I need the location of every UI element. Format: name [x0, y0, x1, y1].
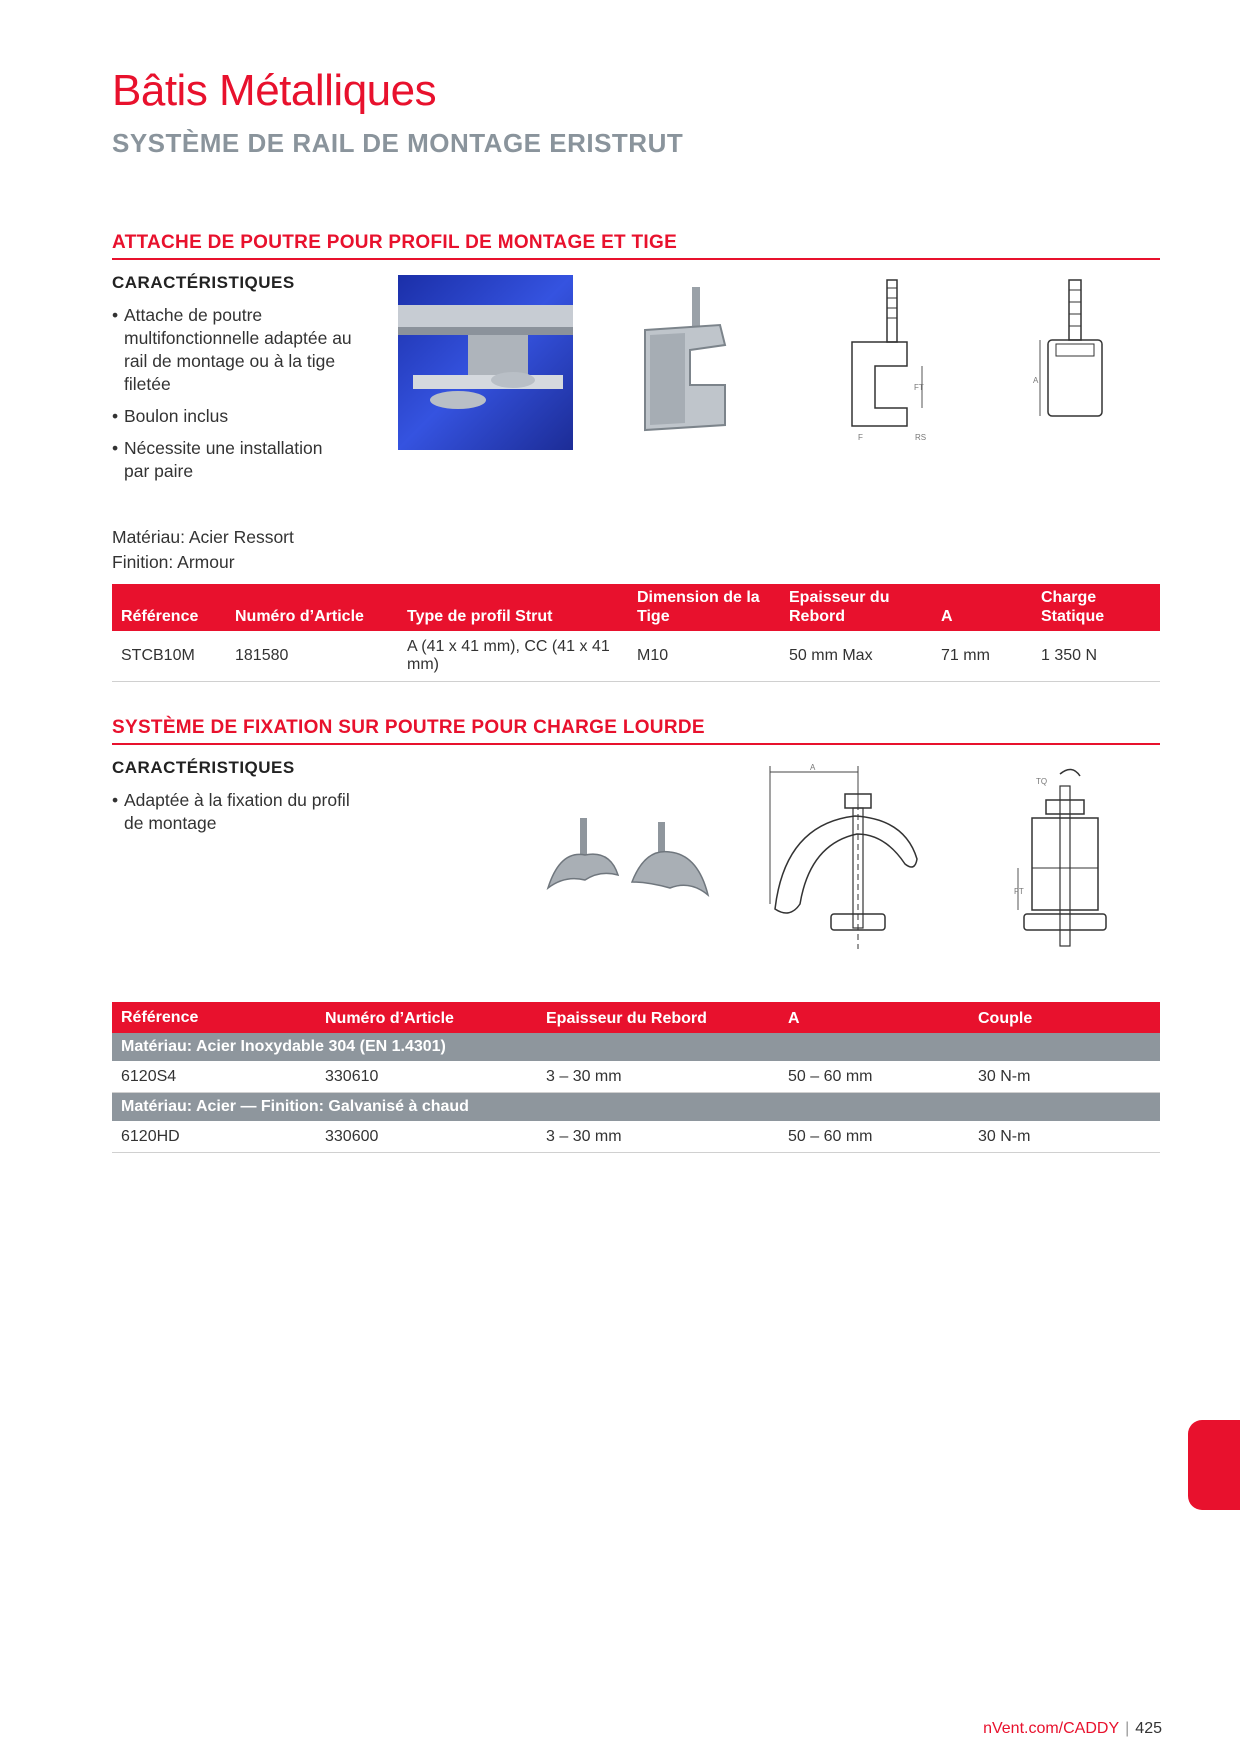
beam-clamp-front-diagram [1030, 278, 1120, 438]
table-row [112, 631, 1160, 682]
section1-material [112, 525, 294, 575]
finish-text: Finition: Armour [112, 552, 235, 572]
group-label: Matériau: Acier Inoxydable 304 (EN 1.4301) [112, 1033, 1160, 1062]
heavy-clamp-front-diagram [1010, 764, 1120, 954]
beam-clamp-photo [398, 275, 573, 450]
section1-features-label: CARACTÉRISTIQUES [112, 273, 295, 292]
beam-clamp-photo-drawing [398, 275, 573, 450]
heavy-clamp-side-diagram [765, 764, 925, 954]
cell-a: 71 mm [932, 631, 1032, 682]
col-header: Epaisseur du Rebord [780, 584, 932, 631]
section1-table [112, 584, 1160, 682]
table-header-row [112, 584, 1160, 631]
cell-article: 330600 [316, 1122, 537, 1153]
cell-a: 50 – 60 mm [779, 1062, 969, 1093]
table-group-row [112, 1093, 1160, 1122]
section2-heading: SYSTÈME DE FIXATION SUR POUTRE POUR CHARGE LOURDE [112, 717, 1160, 745]
section1-heading: ATTACHE DE POUTRE POUR PROFIL DE MONTAGE ET TIGE [112, 232, 1160, 260]
beam-clamp-side-diagram [840, 278, 930, 448]
diagram-label-ft: FT [914, 383, 924, 392]
footer [983, 1720, 1162, 1738]
diagram-label-rs: RS [915, 433, 927, 442]
page-number: 425 [1135, 1720, 1162, 1737]
col-header: Référence [112, 1002, 316, 1033]
cell-load: 1 350 N [1032, 631, 1160, 682]
diagram-label-a: A [1033, 376, 1039, 385]
heavy-clamp-product-icon [540, 810, 720, 910]
cell-flange: 3 – 30 mm [537, 1122, 779, 1153]
col-header: Dimension de la Tige [628, 584, 780, 631]
cell-a: 50 – 60 mm [779, 1122, 969, 1153]
feature-item: • Boulon inclus [112, 405, 352, 428]
cell-profile: A (41 x 41 mm), CC (41 x 41 mm) [398, 631, 628, 682]
col-header: Epaisseur du Rebord [537, 1002, 779, 1033]
section2-feature-list [112, 789, 372, 844]
col-header: A [932, 584, 1032, 631]
beam-clamp-product-icon [640, 285, 730, 435]
col-header: Numéro d’Article [226, 584, 398, 631]
cell-torque: 30 N-m [969, 1122, 1160, 1153]
cell-flange: 50 mm Max [780, 631, 932, 682]
cell-reference: 6120S4 [112, 1062, 316, 1093]
table-row [112, 1122, 1160, 1153]
footer-site-link[interactable]: nVent.com/CADDY [983, 1720, 1120, 1737]
cell-reference: STCB10M [112, 631, 226, 682]
section2-features-label: CARACTÉRISTIQUES [112, 758, 295, 777]
section2-table [112, 1002, 1160, 1153]
table-header-row [112, 1002, 1160, 1033]
cell-rod: M10 [628, 631, 780, 682]
footer-separator: | [1125, 1720, 1130, 1737]
col-header: Charge Statique [1032, 584, 1160, 631]
col-header: Référence [112, 584, 226, 631]
diagram-label-f: F [858, 433, 863, 442]
diagram-label-a: A [810, 764, 816, 772]
cell-reference: 6120HD [112, 1122, 316, 1153]
cell-article: 181580 [226, 631, 398, 682]
cell-torque: 30 N-m [969, 1062, 1160, 1093]
section1-feature-list [112, 304, 352, 492]
cell-flange: 3 – 30 mm [537, 1062, 779, 1093]
col-header: Type de profil Strut [398, 584, 628, 631]
feature-item: • Nécessite une installation par paire [112, 437, 352, 483]
material-text: Matériau: Acier Ressort [112, 527, 294, 547]
page-subtitle: SYSTÈME DE RAIL DE MONTAGE ERISTRUT [112, 128, 684, 158]
group-label: Matériau: Acier — Finition: Galvanisé à chaud [112, 1093, 1160, 1122]
col-header: Numéro d’Article [316, 1002, 537, 1033]
cell-article: 330610 [316, 1062, 537, 1093]
diagram-label-ft: FT [1014, 887, 1024, 896]
col-header: A [779, 1002, 969, 1033]
diagram-label-tq: TQ [1036, 777, 1048, 786]
table-group-row [112, 1033, 1160, 1062]
feature-item: • Adaptée à la fixation du profil de montage [112, 789, 372, 835]
col-header: Couple [969, 1002, 1160, 1033]
page-title: Bâtis Métalliques [112, 66, 437, 115]
table-row [112, 1062, 1160, 1093]
feature-item: • Attache de poutre multifonctionnelle adaptée au rail de montage ou à la tige filetée [112, 304, 352, 396]
section-tab-marker [1188, 1420, 1240, 1510]
